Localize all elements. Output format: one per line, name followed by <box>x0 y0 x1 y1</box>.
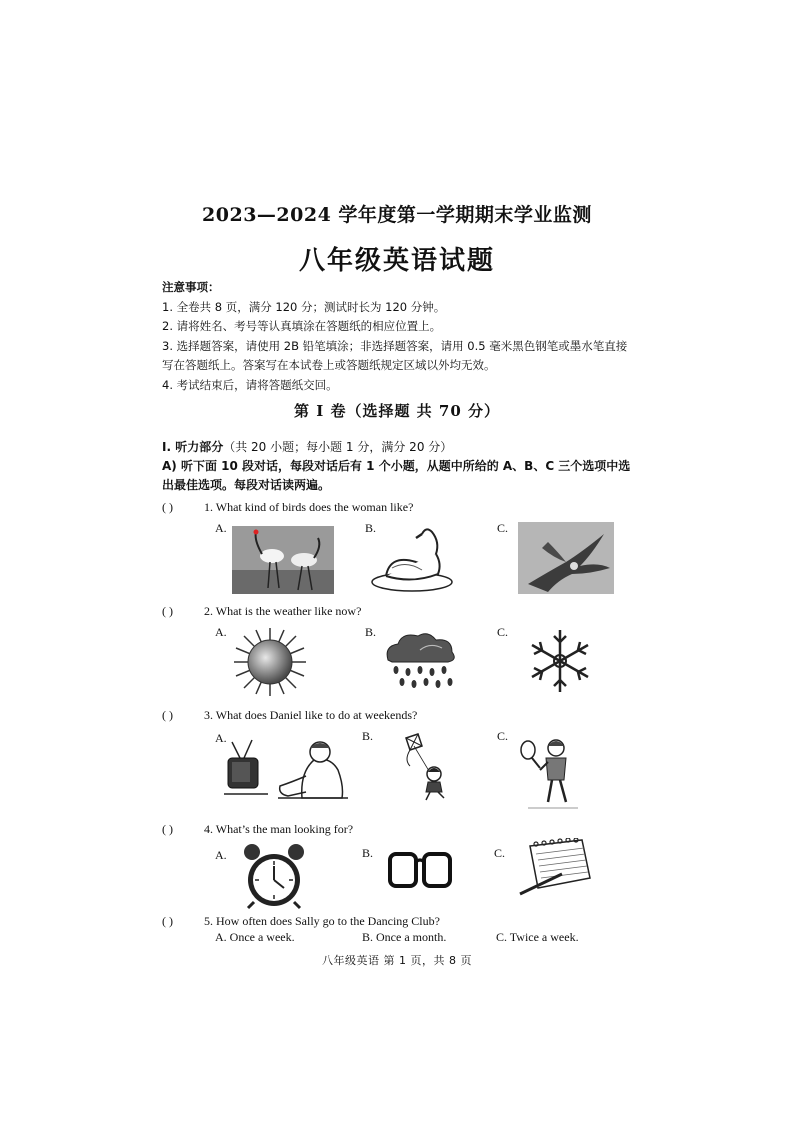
instruction-line: A) 听下面 10 段对话，每段对话后有 1 个小题，从题中所给的 A、B、C 三个选项中选 <box>162 459 631 473</box>
question-text: 3. What does Daniel like to do at weekends? <box>204 708 418 722</box>
section-heading-line <box>162 438 452 455</box>
answer-bracket[interactable]: ( ) <box>162 604 173 618</box>
option-label: B. <box>362 729 374 743</box>
instruction-line: 出最佳选项。每段对话读两遍。 <box>162 478 331 492</box>
tennis-player-icon[interactable] <box>518 732 580 814</box>
tv-watching-icon[interactable] <box>222 736 350 802</box>
cranes-photo[interactable] <box>232 526 334 594</box>
option-label: C. <box>497 521 509 535</box>
exam-subtitle: 八年级英语试题 <box>298 246 495 276</box>
option-label: B. <box>365 521 377 535</box>
option-b[interactable]: B. Once a month. <box>362 930 447 944</box>
answer-bracket[interactable]: ( ) <box>162 500 173 514</box>
swan-icon[interactable] <box>366 524 456 596</box>
option-label: A. <box>215 848 227 862</box>
option-label: A. <box>215 625 227 639</box>
notes-block <box>162 278 662 395</box>
rain-cloud-icon[interactable] <box>380 630 460 694</box>
question-text: 5. How often does Sally go to the Dancing Club? <box>204 914 440 928</box>
volume-title: 第 I 卷（选择题 共 70 分） <box>293 402 500 420</box>
glasses-icon[interactable] <box>386 846 454 896</box>
question-5 <box>162 914 440 929</box>
kite-flying-icon[interactable] <box>398 732 454 804</box>
alarm-clock-icon[interactable] <box>238 842 310 910</box>
section-instruction <box>162 457 662 495</box>
option-label: C. <box>497 729 509 743</box>
sun-icon[interactable] <box>232 626 308 698</box>
option-label: C. <box>494 846 506 860</box>
option-label: B. <box>365 625 377 639</box>
snowflake-icon[interactable] <box>520 626 600 696</box>
eagle-photo[interactable] <box>518 522 614 594</box>
question-4 <box>162 822 353 837</box>
notebook-icon[interactable] <box>516 838 594 896</box>
answer-bracket[interactable]: ( ) <box>162 708 173 722</box>
question-text: 1. What kind of birds does the woman like? <box>204 500 414 514</box>
section-detail: （共 20 小题；每小题 1 分，满分 20 分） <box>223 440 453 454</box>
option-label: B. <box>362 846 374 860</box>
note-item: 3. 选择题答案，请使用 2B 铅笔填涂；非选择题答案，请用 0.5 毫米黑色钢笔或墨水笔直接 <box>162 338 628 353</box>
note-item: 4. 考试结束后，请将答题纸交回。 <box>162 377 338 392</box>
note-item: 1. 全卷共 8 页，满分 120 分；测试时长为 120 分钟。 <box>162 299 446 314</box>
option-a[interactable]: A. Once a week. <box>215 930 295 944</box>
note-item: 写在答题纸上。答案写在本试卷上或答题纸规定区域以外均无效。 <box>162 358 496 372</box>
answer-bracket[interactable]: ( ) <box>162 914 173 928</box>
option-c[interactable]: C. Twice a week. <box>496 930 579 944</box>
question-text: 4. What’s the man looking for? <box>204 822 354 836</box>
question-text: 2. What is the weather like now? <box>204 604 362 618</box>
option-label: A. <box>215 521 227 535</box>
notes-heading: 注意事项： <box>162 280 220 294</box>
question-3 <box>162 708 417 723</box>
exam-title: 2023—2024 学年度第一学期期末学业监测 <box>202 204 592 226</box>
option-label: A. <box>215 731 227 745</box>
answer-bracket[interactable]: ( ) <box>162 822 173 836</box>
option-label: C. <box>497 625 509 639</box>
section-heading: I. 听力部分 <box>162 440 224 454</box>
question-1 <box>162 500 413 515</box>
page-footer: 八年级英语 第 1 页，共 8 页 <box>322 954 472 967</box>
question-2 <box>162 604 361 619</box>
note-item: 2. 请将姓名、考号等认真填涂在答题纸的相应位置上。 <box>162 319 442 333</box>
